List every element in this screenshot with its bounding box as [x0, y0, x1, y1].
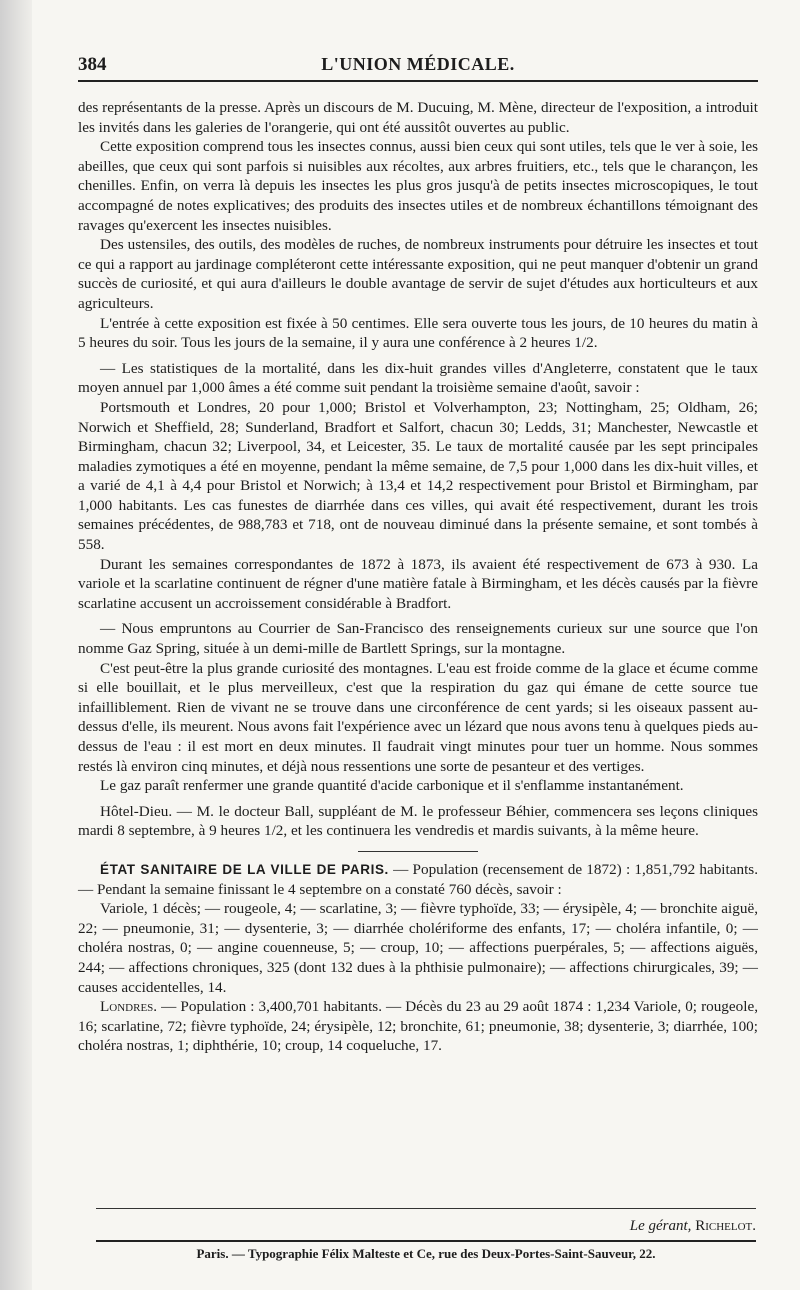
- sanitary-report: [78, 860, 758, 899]
- paragraph: Durant les semaines correspondantes de 1872 à 1873, ils avaient été respectivement de 673 à 930. La variole et la scarlatine continuent de régner d'une matière fatale à Birmingham, et les décès causés par la fièvre scarlatine accusent un accroissement considérable à Bradfort.: [78, 555, 758, 612]
- paris-mortality-list: Variole, 1 décès; — rougeole, 4; — scarlatine, 3; — fièvre typhoïde, 33; — érysipèle, 4; — bronchite aiguë, 22; — pneumonie, 31; — dysenterie, 3; — diarrhée cholériforme des enfants, 17; — choléra infantile, 0; — choléra nostras, 0; — angine couenneuse, 5; — croup, 10; — affections puerpérales, 5; — affections aiguës, 244; — affections chroniques, 325 (dont 132 dues à la phthisie pulmonaire); — affections chirurgicales, 39; — causes accidentelles, 14.: [78, 900, 758, 996]
- paragraph: — Les statistiques de la mortalité, dans les dix-huit grandes villes d'Angleterre, constatent que le taux moyen annuel par 1,000 âmes a été comme suit pendant la troisième semaine d'août, savoir :: [78, 359, 758, 397]
- paragraph: L'entrée à cette exposition est fixée à 50 centimes. Elle sera ouverte tous les jours, de 10 heures du matin à 5 heures du soir. Tous les jours de la semaine, il y aura une conférence à 2 heures 1/2.: [78, 314, 758, 352]
- signature-name: Richelot.: [695, 1218, 756, 1234]
- header-rule: [78, 80, 758, 82]
- sanitary-heading: ÉTAT SANITAIRE DE LA VILLE DE PARIS.: [100, 861, 389, 877]
- paragraph: C'est peut-être la plus grande curiosité des montagnes. L'eau est froide comme de la glace et écume comme si elle bouillait, et le plus merveilleux, c'est que la respiration du gaz qui émane de cette source tue infailliblement. Rien de vivant ne se trouve dans une circonférence de cent yards; si les oiseaux passent au-dessus d'elle, ils meurent. Nous avons fait l'expérience avec un lézard que nous avons tenu à quelques pieds au-dessus de l'eau : il est mort en deux minutes. Il faudrait vingt minutes pour tuer un homme. Nous sommes restés là environ cinq minutes, et déjà nous ressentions une sorte de pesanteur et des vertiges.: [78, 659, 758, 775]
- page-header: [78, 52, 758, 82]
- paragraph: Portsmouth et Londres, 20 pour 1,000; Bristol et Volverhampton, 23; Nottingham, 25; Oldham, 26; Norwich et Sheffield, 28; Sunderland, Bradfort et Salfort, chacun 30; Ledds, 31; Manchester, Newcastle et Birmingham, chacun 32; Liverpool, 34, et Leicester, 35. Le taux de mortalité causée par les sept principales maladies zymotiques a été en moyenne, pendant la même semaine, de 7,5 pour 1,000 dans les dix-huit villes, et a varié de 4,1 à 4,4 pour Bristol et Norwich; à 13,4 et 14,2 respectivement pour Bristol et Birmingham, par 1,000 habitants. Les cas funestes de diarrhée dans ces villes, qui avait été respectivement, durant les trois semaines précédentes, de 988,783 et 718, ont de nouveau diminué dans la présente semaine, et sont tombés à 558.: [78, 398, 758, 554]
- signature: [630, 1218, 756, 1235]
- paragraph: Le gaz paraît renfermer une grande quantité d'acide carbonique et il s'enflamme instantanément.: [100, 777, 684, 795]
- london-report: [78, 997, 758, 1056]
- footer-rule: [96, 1240, 756, 1242]
- paragraph: Hôtel-Dieu. — M. le docteur Ball, suppléant de M. le professeur Béhier, commencera ses leçons cliniques mardi 8 septembre, à 9 heures 1/2, et les continuera les vendredis et mardis suivants, à la même heure.: [78, 802, 758, 840]
- sanitary-intro: — Population (recensement de 1872) : 1,851,792 habitants. — Pendant la semaine finissant le 4 septembre on a constaté 760 décès, savoir :: [78, 860, 759, 898]
- article-body: [78, 98, 758, 1056]
- london-text: — Population : 3,400,701 habitants. — Décès du 23 au 29 août 1874 : 1,234 Variole, 0; rougeole, 16; scarlatine, 72; fièvre typhoïde, 24; érysipèle, 12; bronchite, 61; pneumonie, 38; dysenterie, 3; diarrhée, 100; choléra nostras, 1; diphthérie, 10; croup, 14 coqueluche, 17.: [78, 998, 758, 1055]
- printer-imprint: Paris. — Typographie Félix Malteste et Ce, rue des Deux-Portes-Saint-Sauveur, 22.: [196, 1246, 656, 1261]
- paragraph: Des ustensiles, des outils, des modèles de ruches, de nombreux instruments pour détruire les insectes et tout ce qui a rapport au jardinage compléteront cette intéressante exposition, qui ne peut manquer d'obtenir un grand succès de curiosité, et qui aura d'ailleurs le double avantage de servir de sujet d'études aux horticulteurs et aux agriculteurs.: [78, 236, 758, 312]
- paragraph: Cette exposition comprend tous les insectes connus, aussi bien ceux qui sont utiles, tels que le ver à soie, les abeilles, que ceux qui sont parfois si nuisibles aux récoltes, aux arbres fruitiers, etc., tels que le charançon, les chenilles. Enfin, on verra là depuis les insectes les plus gros jusqu'à de petits insectes microscopiques, le tout accompagné de notes explicatives; des produits des insectes utiles et de nombreux échantillons témoignant des ravages qu'exercent les insectes nuisibles.: [78, 138, 758, 234]
- paragraph: — Nous empruntons au Courrier de San-Francisco des renseignements curieux sur une source que l'on nomme Gaz Spring, située à un demi-mille de Bartlett Springs, sur la montagne.: [78, 620, 758, 658]
- london-label: Londres.: [100, 998, 158, 1016]
- section-divider: [358, 851, 478, 852]
- signature-prefix: Le gérant,: [629, 1218, 692, 1234]
- signature-rule: [96, 1208, 756, 1209]
- page-number: 384: [78, 54, 107, 75]
- paragraph: des représentants de la presse. Après un discours de M. Ducuing, M. Mène, directeur de l'exposition, a introduit les invités dans les galeries de l'orangerie, qui ont été aussitôt ouvertes au public.: [78, 99, 758, 136]
- running-title: L'UNION MÉDICALE.: [321, 54, 515, 74]
- page-gutter-shadow: [0, 0, 32, 1290]
